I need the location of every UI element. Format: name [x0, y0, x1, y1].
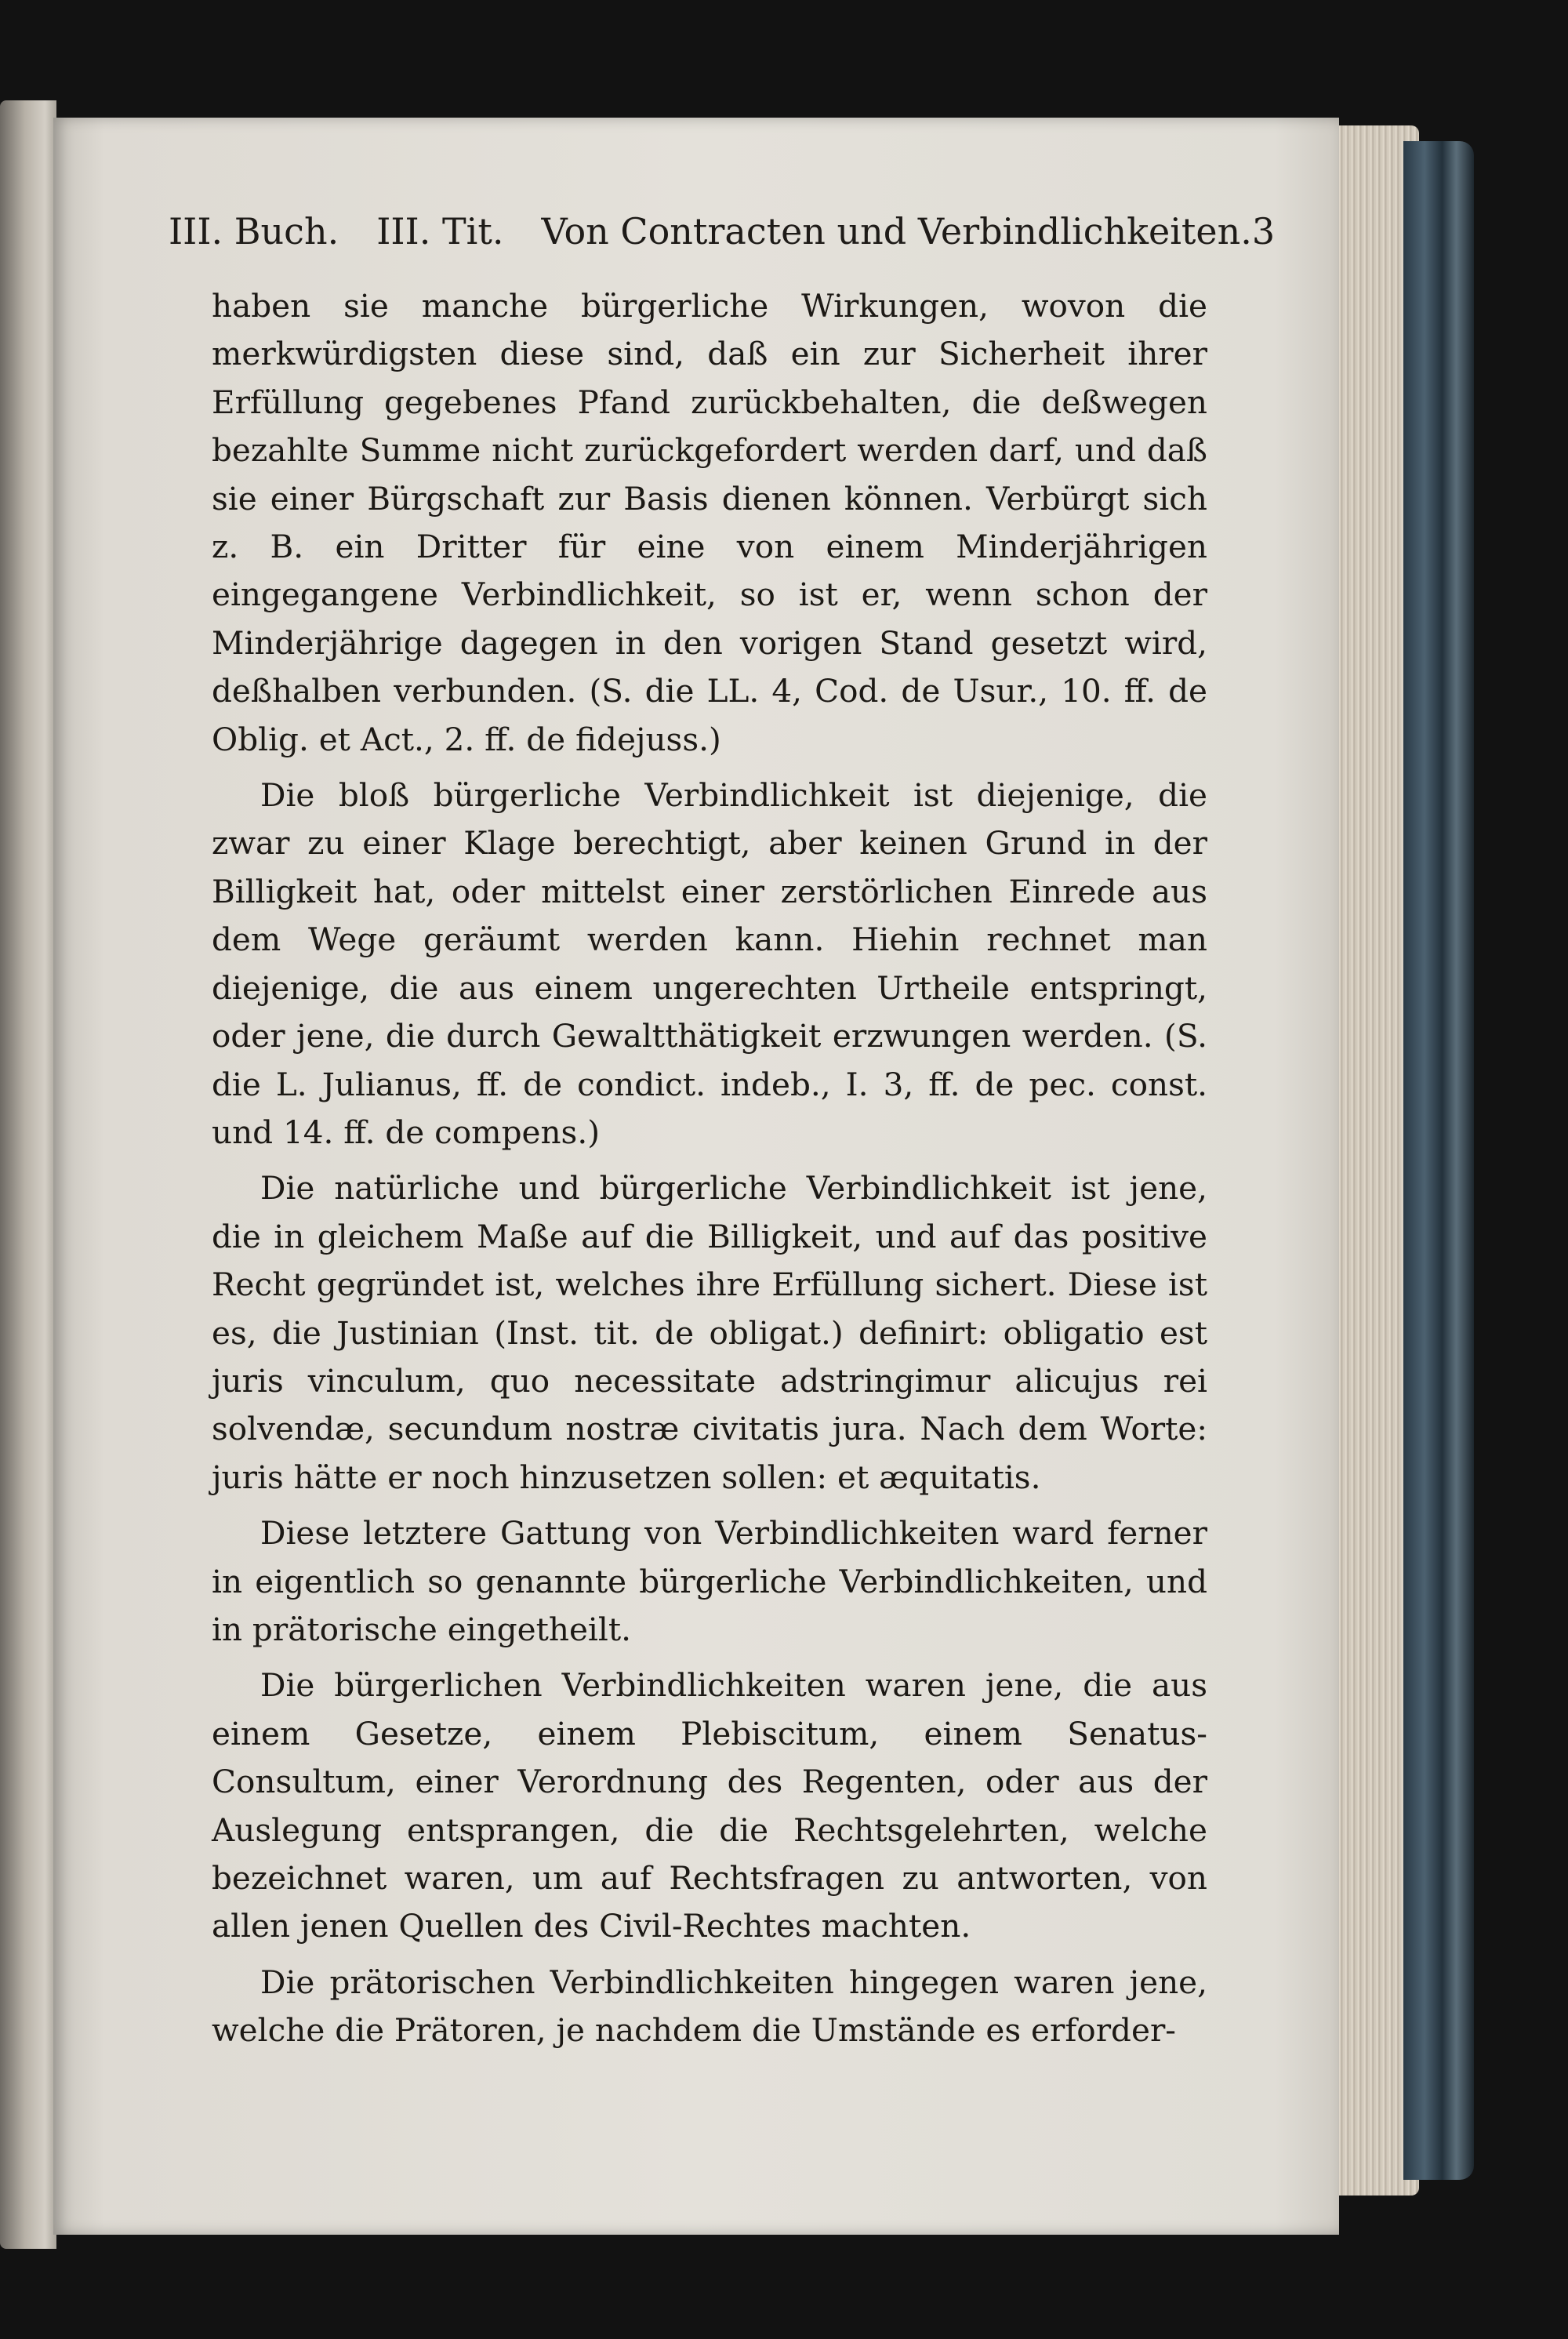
- paragraph-civil-obligation: Die bloß bürgerliche Verbindlichkeit ist diejenige, die zwar zu einer Klage berechtigt, aber keinen Grund in der Billigkeit hat, oder mittelst einer zerstörlichen Einrede aus dem Wege geräumt werden kann. Hiehin rechnet man diejenige, die aus einem ungerechten Urtheile entspringt, oder jene, die durch Gewaltthätigkeit erzwungen werden. (S. die L. Julianus, ff. de condict. indeb., I. 3, ff. de pec. const. und 14. ff. de compens.): [212, 776, 1207, 1151]
- header-title-number: III. Tit.: [376, 210, 504, 252]
- facing-page-edge: [0, 100, 56, 2249]
- page-body: [212, 282, 1207, 2063]
- paragraph-continuation: haben sie manche bürgerliche Wirkungen, wovon die merkwürdigsten diese sind, daß ein zur Sicherheit ihrer Erfüllung gegebenes Pfand zurückbehalten, die deßwegen bezahlte Summe nicht zurückgefordert werden darf, und daß sie einer Bürgschaft zur Basis dienen können. Verbürgt sich z. B. ein Dritter für eine von einem Minderjährigen eingegangene Verbindlichkeit, so ist er, wenn schon der Minderjährige dagegen in den vorigen Stand gesetzt wird, deßhalben verbunden. (S. die LL. 4, Cod. de Usur., 10. ff. de Oblig. et Act., 2. ff. de fidejuss.): [212, 287, 1207, 758]
- paragraph-civil-obligations: Die bürgerlichen Verbindlichkeiten waren jene, die aus einem Gesetze, einem Plebiscitum, einem Senatus-Consultum, einer Verordnung des Regenten, oder aus der Auslegung entsprangen, die die Rechtsgelehrten, welche bezeichnet waren, um auf Rechtsfragen zu antworten, von allen jenen Quellen des Civil-Rechtes machten.: [212, 1666, 1207, 1945]
- running-header: [169, 210, 1276, 260]
- paragraph-natural-civil-obligation: Die natürliche und bürgerliche Verbindlichkeit ist jene, die in gleichem Maße auf die Billigkeit, und auf das positive Recht gegründet ist, welches ihre Erfüllung sichert. Diese ist es, die Justinian (Inst. tit. de obligat.) definirt: obligatio est juris vinculum, quo necessitate adstringimur alicujus rei solvendæ, secundum nostræ civitatis jura. Nach dem Worte: juris hätte er noch hinzusetzen sollen: et æquitatis.: [212, 1169, 1207, 1496]
- page-number: 3: [1251, 210, 1276, 252]
- header-title: Von Contracten und Verbindlichkeiten.: [541, 210, 1252, 252]
- paragraph-praetorian-obligations: Die prätorischen Verbindlichkeiten hingegen waren jene, welche die Prätoren, je nachdem die Umstände es erforder-: [212, 1963, 1207, 2050]
- book-cover: [1403, 141, 1474, 2180]
- header-book: III. Buch.: [169, 210, 339, 252]
- paragraph-classification: Diese letztere Gattung von Verbindlichkeiten ward ferner in eigentlich so genannte bürgerliche Verbindlichkeiten, und in prätorische eingetheilt.: [212, 1514, 1207, 1648]
